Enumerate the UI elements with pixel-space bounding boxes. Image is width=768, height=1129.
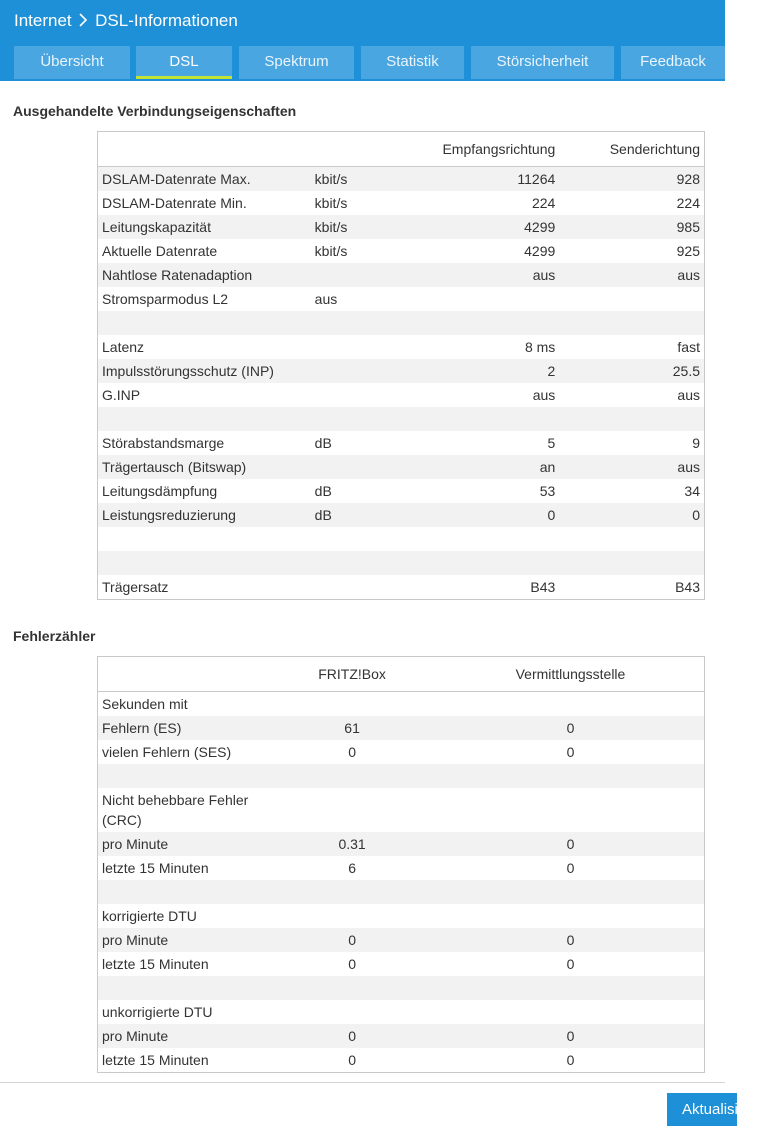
table-row <box>98 359 705 383</box>
row-unit <box>315 359 443 383</box>
table-row <box>98 788 705 832</box>
row-exchange-value: 0 <box>566 956 575 972</box>
row-fritzbox-value <box>267 1000 437 1024</box>
table-row <box>98 856 705 880</box>
row-label: letzte 15 Minuten <box>102 956 209 972</box>
row-unit <box>315 263 443 287</box>
row-fritzbox-value: 61 <box>267 716 437 740</box>
row-unit <box>315 383 443 407</box>
row-fritzbox-value: 0 <box>348 1052 356 1068</box>
row-label: Leitungsdämpfung <box>102 483 218 499</box>
row-label: pro Minute <box>98 1024 268 1048</box>
row-receive-value: B43 <box>530 579 556 595</box>
row-receive-value: an <box>442 455 559 479</box>
row-label: Trägertausch (Bitswap) <box>98 455 315 479</box>
table-row <box>98 880 705 904</box>
table-row <box>98 976 705 1000</box>
col-header-fritzbox: FRITZ!Box <box>267 657 437 692</box>
row-fritzbox-value <box>267 976 437 1000</box>
row-unit: kbit/s <box>315 215 443 239</box>
row-receive-value <box>442 407 559 431</box>
row-receive-value: 53 <box>539 483 556 499</box>
table-row <box>98 764 705 788</box>
row-unit: kbit/s <box>315 167 443 192</box>
table-row <box>98 716 705 740</box>
row-receive-value: 11264 <box>442 167 559 192</box>
table-row <box>98 527 705 551</box>
row-send-value: aus <box>677 387 700 403</box>
row-send-value: B43 <box>675 579 700 595</box>
row-receive-value: 8 ms <box>524 339 556 355</box>
row-fritzbox-value: 0.31 <box>267 832 437 856</box>
table-row <box>98 335 705 359</box>
row-send-value: 928 <box>559 167 704 192</box>
row-label: Störabstandsmarge <box>102 435 225 451</box>
row-exchange-value: 0 <box>566 860 575 876</box>
tab-feedback[interactable]: Feedback <box>621 46 725 79</box>
row-label <box>98 407 315 431</box>
row-unit <box>315 407 443 431</box>
row-exchange-value <box>437 1000 705 1024</box>
table-row <box>98 575 705 600</box>
tab-stoersicherheit[interactable]: Störsicherheit <box>471 46 614 79</box>
table-row <box>98 832 705 856</box>
row-receive-value: aus <box>442 263 559 287</box>
table-row <box>98 551 705 575</box>
table-row <box>98 1048 705 1073</box>
table-row <box>98 287 705 311</box>
row-send-value <box>559 311 704 335</box>
row-receive-value: 2 <box>442 359 559 383</box>
row-send-value: 34 <box>684 483 700 499</box>
row-label: pro Minute <box>98 928 268 952</box>
row-exchange-value <box>437 880 705 904</box>
row-unit <box>315 551 443 575</box>
row-fritzbox-value <box>267 764 437 788</box>
table-row <box>98 239 705 263</box>
table-row <box>98 904 705 928</box>
row-unit: kbit/s <box>314 195 348 211</box>
row-exchange-value <box>437 692 705 717</box>
row-fritzbox-value <box>267 692 437 717</box>
row-unit: dB <box>315 503 443 527</box>
row-exchange-value: 0 <box>566 744 575 760</box>
row-label: Fehlern (ES) <box>98 716 268 740</box>
row-receive-value: 4299 <box>524 243 556 259</box>
row-fritzbox-value: 6 <box>348 860 356 876</box>
row-exchange-value: 0 <box>437 1024 705 1048</box>
row-send-value: 925 <box>676 243 700 259</box>
row-receive-value <box>442 287 559 311</box>
row-label <box>98 976 268 1000</box>
table-row <box>98 167 705 192</box>
row-send-value: aus <box>559 263 704 287</box>
row-send-value: 985 <box>559 215 704 239</box>
table-row <box>98 215 705 239</box>
table-header-row <box>98 657 705 692</box>
row-fritzbox-value <box>267 788 437 832</box>
refresh-button[interactable]: Aktualisieren <box>667 1093 737 1126</box>
row-receive-value: aus <box>532 387 556 403</box>
row-unit <box>315 335 443 359</box>
row-exchange-value <box>437 788 705 832</box>
row-fritzbox-value: 0 <box>267 928 437 952</box>
row-send-value: 25.5 <box>559 359 704 383</box>
row-fritzbox-value: 0 <box>348 956 356 972</box>
table-row <box>98 311 705 335</box>
row-label: Trägersatz <box>102 579 169 595</box>
footer-divider <box>0 1082 725 1083</box>
row-label <box>98 551 315 575</box>
row-label: Sekunden mit <box>102 696 188 712</box>
row-fritzbox-value <box>267 880 437 904</box>
tab-uebersicht[interactable]: Übersicht <box>14 46 130 79</box>
row-label: Leitungskapazität <box>98 215 315 239</box>
row-label: Latenz <box>102 339 145 355</box>
row-exchange-value: 0 <box>437 928 705 952</box>
row-send-value <box>559 287 704 311</box>
row-unit: dB <box>314 435 332 451</box>
row-label: Leistungsreduzierung <box>98 503 315 527</box>
row-send-value <box>559 407 704 431</box>
col-header-send: Senderichtung <box>559 132 704 167</box>
row-label <box>98 527 315 551</box>
row-label: Nahtlose Ratenadaption <box>98 263 315 287</box>
row-label: Aktuelle Datenrate <box>102 243 218 259</box>
table-row <box>98 383 705 407</box>
row-exchange-value <box>437 976 705 1000</box>
connection-properties-table <box>97 131 705 600</box>
table-row <box>98 455 705 479</box>
row-exchange-value: 0 <box>566 1052 575 1068</box>
row-exchange-value <box>437 904 705 928</box>
row-label <box>98 764 268 788</box>
row-unit <box>315 455 443 479</box>
chevron-right-icon <box>78 11 88 31</box>
row-receive-value: 5 <box>547 435 556 451</box>
table-row <box>98 479 705 503</box>
row-send-value: aus <box>559 455 704 479</box>
row-label: letzte 15 Minuten <box>102 860 209 876</box>
row-send-value <box>559 527 704 551</box>
row-unit: dB <box>314 483 332 499</box>
row-receive-value: 0 <box>442 503 559 527</box>
table-header-row <box>98 132 705 167</box>
table-row <box>98 431 705 455</box>
table-row <box>98 740 705 764</box>
row-send-value: 224 <box>676 195 700 211</box>
tab-dsl[interactable]: DSL <box>136 46 232 79</box>
row-fritzbox-value: 0 <box>348 744 356 760</box>
table-row <box>98 692 705 717</box>
row-label: Nicht behebbare Fehler (CRC) <box>102 792 249 828</box>
row-fritzbox-value: 0 <box>267 1024 437 1048</box>
table-row <box>98 1000 705 1024</box>
row-label <box>98 880 268 904</box>
table-row <box>98 928 705 952</box>
row-receive-value <box>442 527 559 551</box>
table-row <box>98 407 705 431</box>
row-receive-value: 4299 <box>442 215 559 239</box>
table-row <box>98 1024 705 1048</box>
row-receive-value <box>442 551 559 575</box>
row-send-value: fast <box>677 339 700 355</box>
row-label: korrigierte DTU <box>102 908 197 924</box>
row-label: DSLAM-Datenrate Max. <box>98 167 315 192</box>
page-title: DSL-Informationen <box>95 11 238 30</box>
row-label: DSLAM-Datenrate Min. <box>102 195 247 211</box>
top-header <box>0 0 725 81</box>
row-unit <box>315 527 443 551</box>
tab-statistik[interactable]: Statistik <box>361 46 464 79</box>
row-exchange-value: 0 <box>437 716 705 740</box>
row-unit <box>315 575 443 600</box>
row-label: unkorrigierte DTU <box>102 1004 213 1020</box>
row-receive-value: 224 <box>531 195 556 211</box>
row-fritzbox-value <box>267 904 437 928</box>
row-unit: kbit/s <box>314 243 348 259</box>
connection-section-title: Ausgehandelte Verbindungseigenschaften <box>13 103 297 119</box>
table-row <box>98 263 705 287</box>
table-row <box>98 191 705 215</box>
row-label: pro Minute <box>98 832 268 856</box>
row-label: Impulsstörungsschutz (INP) <box>98 359 315 383</box>
row-receive-value <box>442 311 559 335</box>
row-send-value: 0 <box>559 503 704 527</box>
col-header-exchange: Vermittlungsstelle <box>437 657 705 692</box>
row-label: letzte 15 Minuten <box>102 1052 209 1068</box>
error-counter-table <box>97 656 705 1073</box>
col-header-receive: Empfangsrichtung <box>442 132 559 167</box>
row-send-value: 9 <box>692 435 700 451</box>
row-send-value <box>559 551 704 575</box>
row-label <box>98 311 315 335</box>
row-label: vielen Fehlern (SES) <box>102 744 232 760</box>
error-section-title: Fehlerzähler <box>13 628 96 644</box>
breadcrumb <box>14 11 238 31</box>
table-row <box>98 503 705 527</box>
row-exchange-value <box>437 764 705 788</box>
row-exchange-value: 0 <box>437 832 705 856</box>
breadcrumb-internet-link[interactable]: Internet <box>14 11 72 30</box>
row-label: G.INP <box>102 387 141 403</box>
tab-spektrum[interactable]: Spektrum <box>239 46 354 79</box>
row-unit <box>315 311 443 335</box>
table-row <box>98 952 705 976</box>
row-label: Stromsparmodus L2 <box>102 291 229 307</box>
row-unit: aus <box>314 291 338 307</box>
